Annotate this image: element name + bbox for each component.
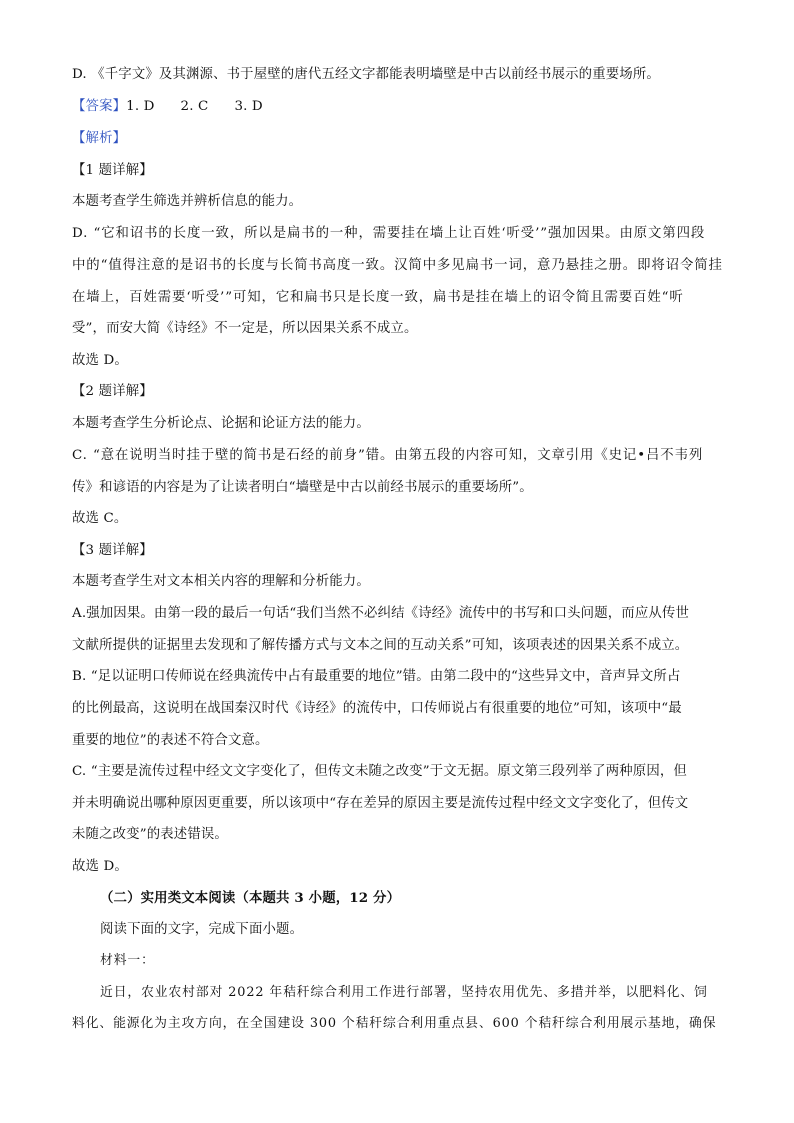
q2-line-1: C. “意在说明当时挂于壁的简书是石经的前身”错。由第五段的内容可知，文章引用《史记•吕不韦列 xyxy=(72,448,704,463)
q1-line-1: D. “它和诏书的长度一致，所以是扁书的一种，需要挂在墙上让百姓‘听受’”强加因果。由原文第四段 xyxy=(72,226,706,241)
answer-3: 3. D xyxy=(234,99,263,114)
q3-line-3: B. “足以证明口传师说在经典流传中占有最重要的地位”错。由第二段中的“这些异文中，音声异文所占 xyxy=(72,669,681,684)
answer-tag: 【答案】 xyxy=(72,99,127,114)
q2-intro: 本题考查学生分析论点、论据和论证方法的能力。 xyxy=(72,416,370,431)
option-d-line: D. 《千字文》及其渊源、书于屋壁的唐代五经文字都能表明墙壁是中古以前经书展示的重要场所。 xyxy=(72,67,660,82)
q1-intro: 本题考查学生筛选并辨析信息的能力。 xyxy=(72,194,303,209)
answer-line xyxy=(72,99,732,115)
q2-line-2: 传》和谚语的内容是为了让读者明白“墙壁是中古以前经书展示的重要场所”。 xyxy=(72,480,533,495)
q1-heading: 【1 题详解】 xyxy=(72,163,153,178)
q3-line-1: A.强加因果。由第一段的最后一句话“我们当然不必纠结《诗经》流传中的书写和口头问题，而应从传世 xyxy=(72,606,690,621)
q2-heading: 【2 题详解】 xyxy=(72,384,153,399)
material-label: 材料一： xyxy=(100,953,155,968)
q3-line-5: 重要的地位”的表述不符合文意。 xyxy=(72,733,269,748)
q3-line-6: C. “主要是流传过程中经文文字变化了，但传文未随之改变”于文无据。原文第三段列举了两种原因，但 xyxy=(72,764,687,779)
q3-line-7: 并未明确说出哪种原因更重要，所以该项中“存在差异的原因主要是流传过程中经文文字变化了，但传文 xyxy=(72,796,689,811)
answer-2: 2. C xyxy=(180,99,209,114)
q2-choice: 故选 C。 xyxy=(72,511,128,526)
q3-choice: 故选 D。 xyxy=(72,859,128,874)
q3-line-8: 未随之改变”的表述错误。 xyxy=(72,827,228,842)
q1-choice: 故选 D。 xyxy=(72,353,128,368)
section-heading: （二）实用类文本阅读（本题共 3 小题，12 分） xyxy=(100,890,401,906)
reading-instruction: 阅读下面的文字，完成下面小题。 xyxy=(100,922,304,937)
q1-line-2: 中的“值得注意的是诏书的长度与长简书高度一致。汉简中多见扁书一词，意乃悬挂之册。即将诏令简挂 xyxy=(72,258,723,273)
analysis-tag: 【解析】 xyxy=(72,131,127,146)
q1-line-3: 在墙上，百姓需要‘听受’”可知，它和扁书只是长度一致，扁书是挂在墙上的诏令简且需要百姓“听 xyxy=(72,290,684,305)
q3-intro: 本题考查学生对文本相关内容的理解和分析能力。 xyxy=(72,574,370,589)
q3-heading: 【3 题详解】 xyxy=(72,543,153,558)
material-line-1: 近日，农业农村部对 2022 年秸秆综合利用工作进行部署，坚持农用优先、多措并举，以肥料化、饲 xyxy=(100,985,708,1000)
q3-line-4: 的比例最高，这说明在战国秦汉时代《诗经》的流传中，口传师说占有很重要的地位”可知，该项中“最 xyxy=(72,701,682,716)
answer-1: 1. D xyxy=(126,99,155,114)
q1-line-4: 受”，而安大简《诗经》不一定是，所以因果关系不成立。 xyxy=(72,321,418,336)
material-line-2: 料化、能源化为主攻方向，在全国建设 300 个秸秆综合利用重点县、600 个秸秆综合利用展示基地，确保 xyxy=(72,1016,717,1031)
q3-line-2: 文献所提供的证据里去发现和了解传播方式与文本之间的互动关系”可知，该项表述的因果关系不成立。 xyxy=(72,638,689,653)
